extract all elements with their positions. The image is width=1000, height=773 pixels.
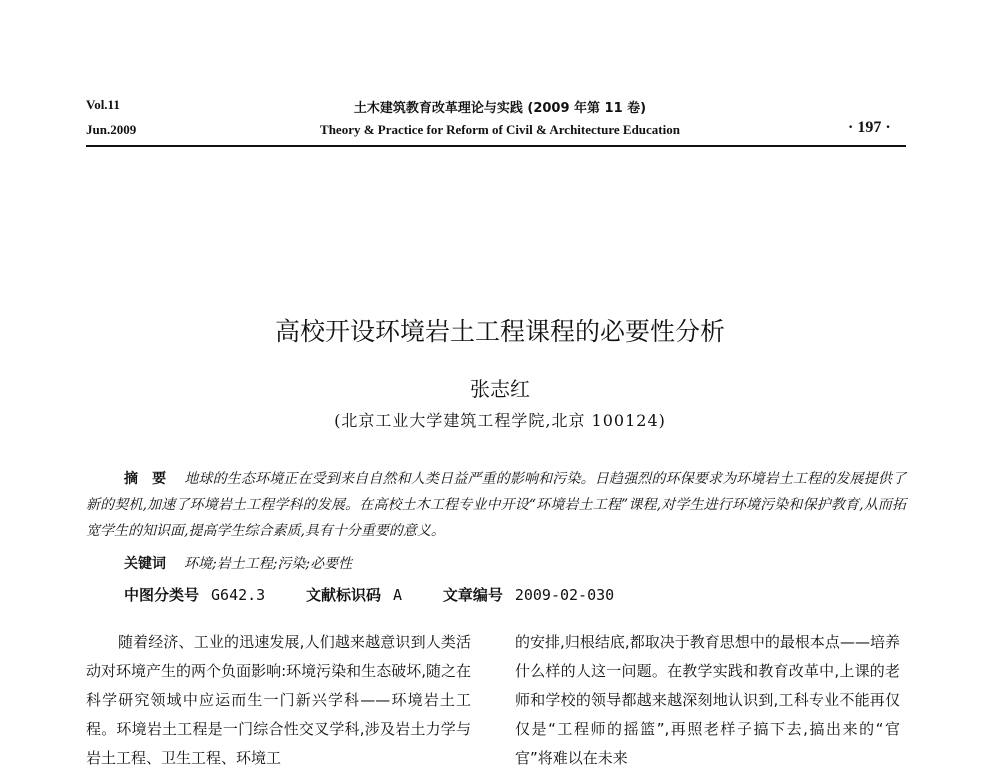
doc-code-label: 文献标识码 — [305, 586, 381, 604]
volume-label: Vol.11 — [86, 97, 120, 112]
article-no-value: 2009-02-030 — [514, 586, 615, 604]
author-affiliation: (北京工业大学建筑工程学院,北京 100124) — [334, 411, 666, 430]
keywords — [124, 553, 352, 573]
keywords-label: 关键词 — [124, 556, 166, 572]
page-number: · 197 · — [848, 119, 891, 136]
doc-code-value: A — [393, 586, 403, 604]
keywords-text: 环境;岩土工程;污染;必要性 — [184, 556, 353, 572]
body-right-column: 的安排,归根结底,都取决于教育思想中的最根本点——培养什么样的人这一问题。在教学实践和教育改革中,上课的老师和学校的领导都越来越深刻地认识到,工科专业不能再仅仅是“工程师的摇篮”,再照老样子搞下去,搞出来的“官官”将难以在未来 — [515, 633, 900, 767]
abstract — [86, 466, 906, 544]
journal-title-en: Theory & Practice for Reform of Civil & Architecture Education — [320, 122, 680, 137]
article-title: 高校开设环境岩土工程课程的必要性分析 — [274, 317, 725, 346]
author-name: 张志红 — [470, 377, 530, 401]
body-left-column: 随着经济、工业的迅速发展,人们越来越意识到人类活动对环境产生的两个负面影响:环境污染和生态破坏,随之在科学研究领域中应运而生一门新兴学科——环境岩土工程。环境岩土工程是一门综合性交叉学科,涉及岩土力学与岩土工程、卫生工程、环境工 — [86, 633, 471, 767]
article-no-label: 文章编号 — [442, 586, 503, 604]
abstract-text: 地球的生态环境正在受到来自自然和人类日益严重的影响和污染。日趋强烈的环保要求为环境岩土工程的发展提供了新的契机,加速了环境岩土工程学科的发展。在高校土木工程专业中开设“环境岩土工程”课程,对学生进行环境污染和保护教育,从而拓宽学生的知识面,提高学生综合素质,具有十分重要的意义。 — [86, 471, 907, 539]
abstract-label: 摘要 — [124, 471, 181, 487]
journal-title-cn: 土木建筑教育改革理论与实践 (2009 年第 11 卷) — [353, 101, 647, 116]
classification-line — [124, 584, 650, 605]
clc-value: G642.3 — [211, 586, 266, 604]
header-rule — [86, 145, 906, 147]
clc-label: 中图分类号 — [124, 586, 200, 604]
issue-date: Jun.2009 — [86, 122, 137, 137]
